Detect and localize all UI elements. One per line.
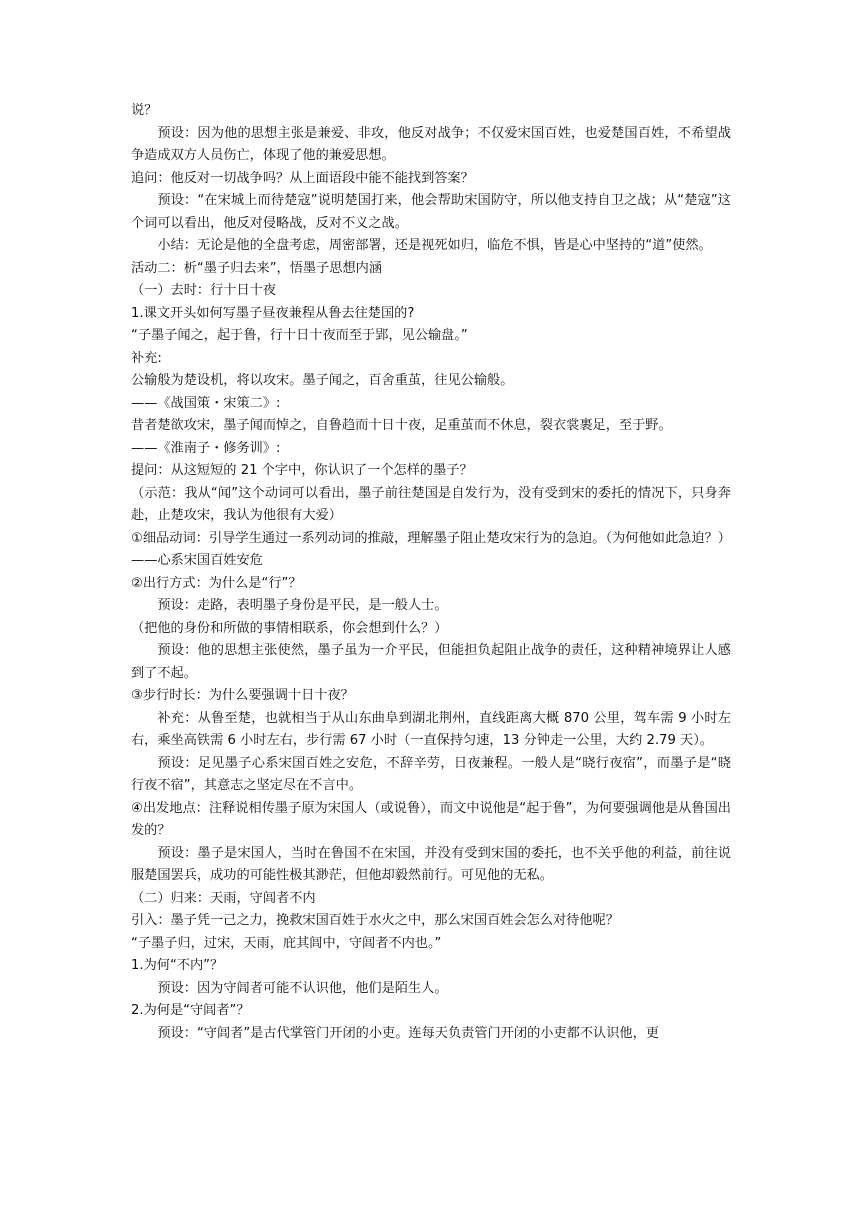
paragraph: 补充：从鲁至楚，也就相当于从山东曲阜到湖北荆州，直线距离大概 870 公里，驾车需 9 小时左右，乘坐高铁需 6 小时左右，步行需 67 小时（一直保持匀速，13 分钟走一公里，大约 2.79 天）。	[131, 710, 731, 748]
paragraph: ③步行时长：为什么要强调十日十夜？	[131, 688, 354, 703]
paragraph: 预设：“守闾者”是古代掌管门开闭的小吏。连每天负责管门开闭的小吏都不认识他，更	[157, 1025, 659, 1041]
paragraph: 1.课文开头如何写墨子昼夜兼程从鲁去往楚国的?	[131, 305, 415, 321]
paragraph: 2.为何是“守闾者”？	[131, 1003, 250, 1018]
paragraph: 1.为何“不内”？	[131, 958, 224, 973]
paragraph: 小结：无论是他的全盘考虑，周密部署，还是视死如归，临危不惧，皆是心中坚持的“道”使然。	[157, 238, 712, 253]
paragraph: 补充:	[131, 350, 162, 366]
paragraph: （一）去时：行十日十夜	[131, 283, 277, 298]
paragraph: 提问：从这短短的 21 个字中，你认识了一个怎样的墨子？	[131, 463, 473, 478]
paragraph: “子墨子归，过宋，天雨，庇其闾中，守闾者不内也。”	[131, 935, 442, 951]
paragraph: ——《战国策・宋策二》:	[131, 395, 281, 411]
paragraph: ——《淮南子・修务训》:	[131, 440, 281, 456]
paragraph: 公输般为楚设机，将以攻宋。墨子闻之，百舍重茧，往见公输般。	[131, 373, 514, 388]
paragraph: “子墨子闻之，起于鲁，行十日十夜而至于郢，见公输盘。”	[131, 328, 468, 343]
paragraph: ②出行方式：为什么是“行”？	[131, 575, 302, 591]
paragraph: 引入：墨子凭一己之力，挽救宋国百姓于水火之中，那么宋国百姓会怎么对待他呢？	[131, 913, 619, 928]
paragraph: 说？	[131, 103, 158, 118]
paragraph: 预设：因为守闾者可能不认识他，他们是陌生人。	[157, 980, 448, 996]
paragraph: （把他的身份和所做的事情相联系，你会想到什么？）	[131, 620, 448, 636]
paragraph: （二）归来：天雨，守闾者不内	[131, 890, 316, 906]
paragraph: （示范：我从“闻”这个动词可以看出，墨子前往楚国是自发行为，没有受到宋的委托的情况下，只身奔赴，止楚攻宋，我认为他很有大爱）	[131, 485, 731, 523]
paragraph: 活动二：析“墨子归去来”，悟墨子思想内涵	[131, 260, 383, 276]
paragraph: 预设：走路，表明墨子身份是平民，是一般人士。	[157, 598, 448, 613]
paragraph: 预设：他的思想主张使然，墨子虽为一介平民，但能担负起阻止战争的责任，这种精神境界让人感到了不起。	[131, 643, 731, 681]
paragraph: 预设：“在宋城上而待楚寇”说明楚国打来，他会帮助宋国防守，所以他支持自卫之战；从“楚寇”这个词可以看出，他反对侵略战，反对不义之战。	[131, 193, 731, 231]
paragraph: 追问：他反对一切战争吗？从上面语段中能不能找到答案？	[131, 170, 474, 186]
paragraph: ①细品动词：引导学生通过一系列动词的推敲，理解墨子阻止楚攻宋行为的急迫。（为何他如此急迫？）——心系宋国百姓安危	[131, 530, 731, 568]
paragraph: 预设：足见墨子心系宋国百姓之安危，不辞辛劳，日夜兼程。一般人是“晓行夜宿”，而墨子是“晓行夜不宿”，其意志之坚定尽在不言中。	[131, 755, 731, 793]
paragraph: ④出发地点：注释说相传墨子原为宋国人（或说鲁），而文中说他是“起于鲁”，为何要强调他是从鲁国出发的？	[131, 800, 731, 838]
paragraph: 预设：因为他的思想主张是兼爱、非攻，他反对战争；不仅爱宋国百姓，也爱楚国百姓，不希望战争造成双方人员伤亡，体现了他的兼爱思想。	[131, 125, 731, 163]
paragraph: 预设：墨子是宋国人，当时在鲁国不在宋国，并没有受到宋国的委托，也不关乎他的利益，前往说服楚国罢兵，成功的可能性极其渺茫，但他却毅然前行。可见他的无私。	[131, 845, 731, 883]
document-page	[131, 100, 731, 1045]
paragraph: 昔者楚欲攻宋，墨子闻而悼之，自鲁趋而十日十夜，足重茧而不休息，裂衣裳裹足，至于野。	[131, 418, 672, 433]
